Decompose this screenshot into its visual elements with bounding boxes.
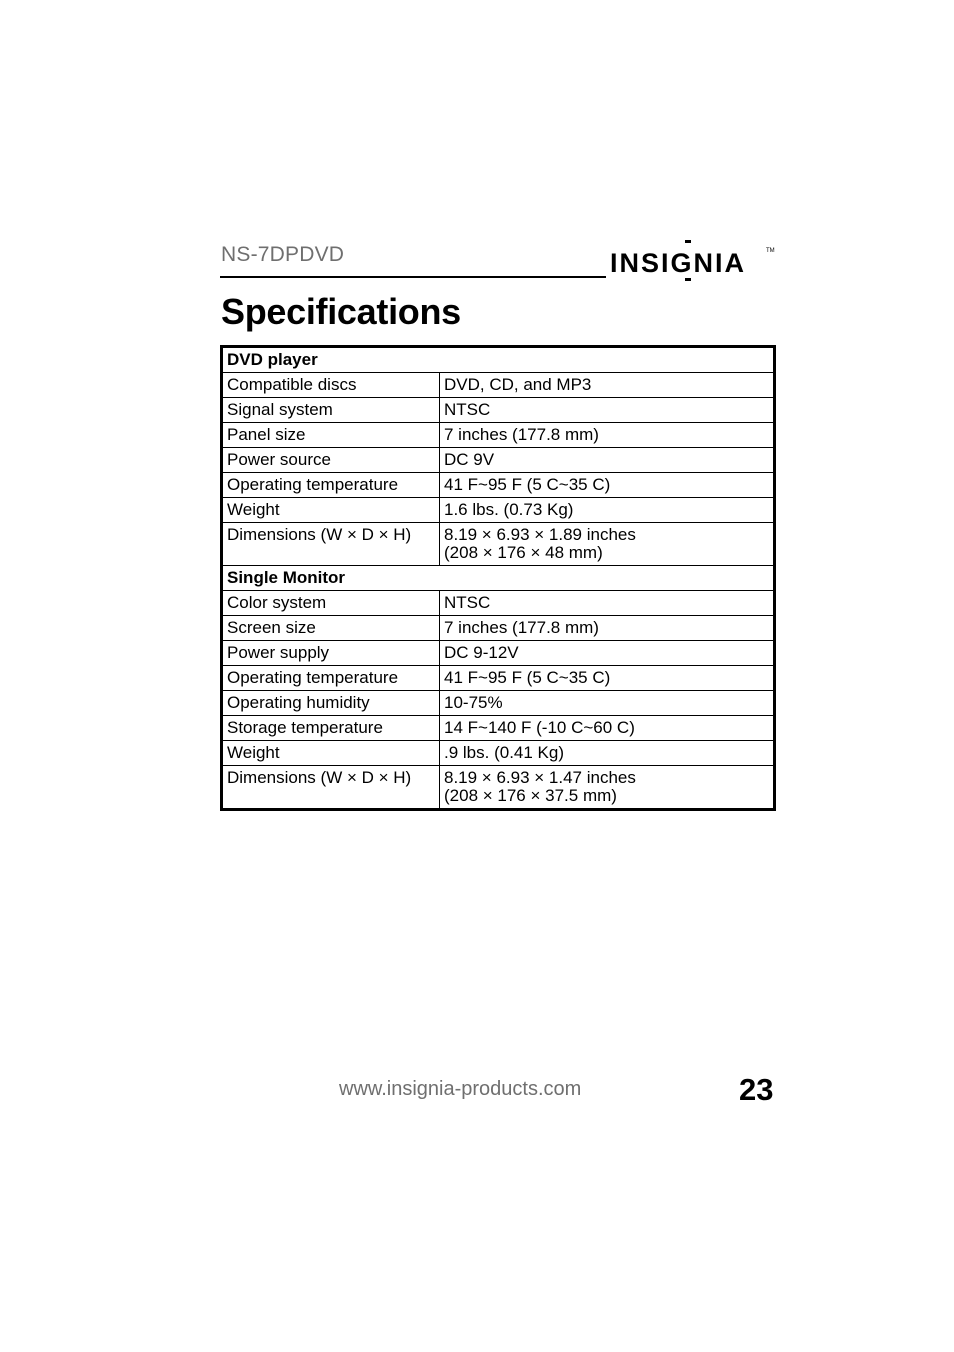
logo-mark-bottom <box>685 278 691 281</box>
spec-value-cell <box>440 373 775 398</box>
spec-value-cell <box>440 691 775 716</box>
spec-label: Compatible discs <box>222 373 440 398</box>
spec-label: Power source <box>222 448 440 473</box>
spec-value: 7 inches (177.8 mm) <box>444 425 599 444</box>
table-row <box>222 641 775 666</box>
section-heading: DVD player <box>222 347 775 373</box>
spec-label: Dimensions (W × D × H) <box>222 766 440 810</box>
section-header-row <box>222 347 775 373</box>
spec-value: 41 F~95 F (5 C~35 C) <box>444 668 611 687</box>
table-row <box>222 666 775 691</box>
table-row <box>222 691 775 716</box>
website-url: www.insignia-products.com <box>339 1078 582 1100</box>
spec-value: DC 9-12V <box>444 643 519 662</box>
spec-value-cell <box>440 641 775 666</box>
spec-label: Operating humidity <box>222 691 440 716</box>
table-row <box>222 616 775 641</box>
spec-value-cell <box>440 616 775 641</box>
spec-value: 41 F~95 F (5 C~35 C) <box>444 475 611 494</box>
spec-value-line2: (208 × 176 × 48 mm) <box>444 543 603 562</box>
spec-value: .9 lbs. (0.41 Kg) <box>444 743 565 762</box>
spec-label: Operating temperature <box>222 473 440 498</box>
spec-label: Screen size <box>222 616 440 641</box>
spec-value: DC 9V <box>444 450 495 469</box>
spec-value: DVD, CD, and MP3 <box>444 375 592 394</box>
spec-value-cell <box>440 398 775 423</box>
spec-label: Power supply <box>222 641 440 666</box>
spec-value: 8.19 × 6.93 × 1.89 inches <box>444 525 636 544</box>
page-number: 23 <box>739 1072 774 1107</box>
spec-value-line2: (208 × 176 × 37.5 mm) <box>444 786 617 805</box>
table-row <box>222 498 775 523</box>
table-row <box>222 716 775 741</box>
table-row <box>222 398 775 423</box>
spec-value-cell <box>440 523 775 566</box>
section-heading: Single Monitor <box>222 566 775 591</box>
header-divider <box>220 276 606 278</box>
spec-label: Operating temperature <box>222 666 440 691</box>
logo-wordmark: INSIGNIA <box>610 248 747 278</box>
section-header-row <box>222 566 775 591</box>
table-row <box>222 766 775 810</box>
logo-trademark: TM <box>766 248 775 254</box>
table-row <box>222 741 775 766</box>
spec-value: 8.19 × 6.93 × 1.47 inches <box>444 768 636 787</box>
spec-value-cell <box>440 741 775 766</box>
table-row <box>222 423 775 448</box>
spec-value-cell <box>440 423 775 448</box>
table-row <box>222 473 775 498</box>
spec-label: Dimensions (W × D × H) <box>222 523 440 566</box>
spec-label: Signal system <box>222 398 440 423</box>
table-row <box>222 591 775 616</box>
spec-value-cell <box>440 666 775 691</box>
specifications-table <box>220 345 776 811</box>
spec-label: Panel size <box>222 423 440 448</box>
spec-value: NTSC <box>444 593 491 612</box>
page-title: Specifications <box>221 291 461 332</box>
spec-value: 14 F~140 F (-10 C~60 C) <box>444 718 635 737</box>
model-number: NS-7DPDVD <box>221 243 345 266</box>
spec-value: NTSC <box>444 400 491 419</box>
spec-value: 1.6 lbs. (0.73 Kg) <box>444 500 574 519</box>
spec-value-cell <box>440 766 775 810</box>
spec-value-cell <box>440 716 775 741</box>
logo-mark-top <box>685 240 691 243</box>
spec-value-cell <box>440 498 775 523</box>
table-row <box>222 448 775 473</box>
spec-value-cell <box>440 473 775 498</box>
spec-value-cell <box>440 591 775 616</box>
insignia-logo <box>610 238 776 284</box>
table-row <box>222 523 775 566</box>
spec-value: 7 inches (177.8 mm) <box>444 618 599 637</box>
spec-label: Color system <box>222 591 440 616</box>
spec-label: Storage temperature <box>222 716 440 741</box>
spec-value-cell <box>440 448 775 473</box>
spec-label: Weight <box>222 498 440 523</box>
table-row <box>222 373 775 398</box>
spec-label: Weight <box>222 741 440 766</box>
spec-value: 10-75% <box>444 693 503 712</box>
